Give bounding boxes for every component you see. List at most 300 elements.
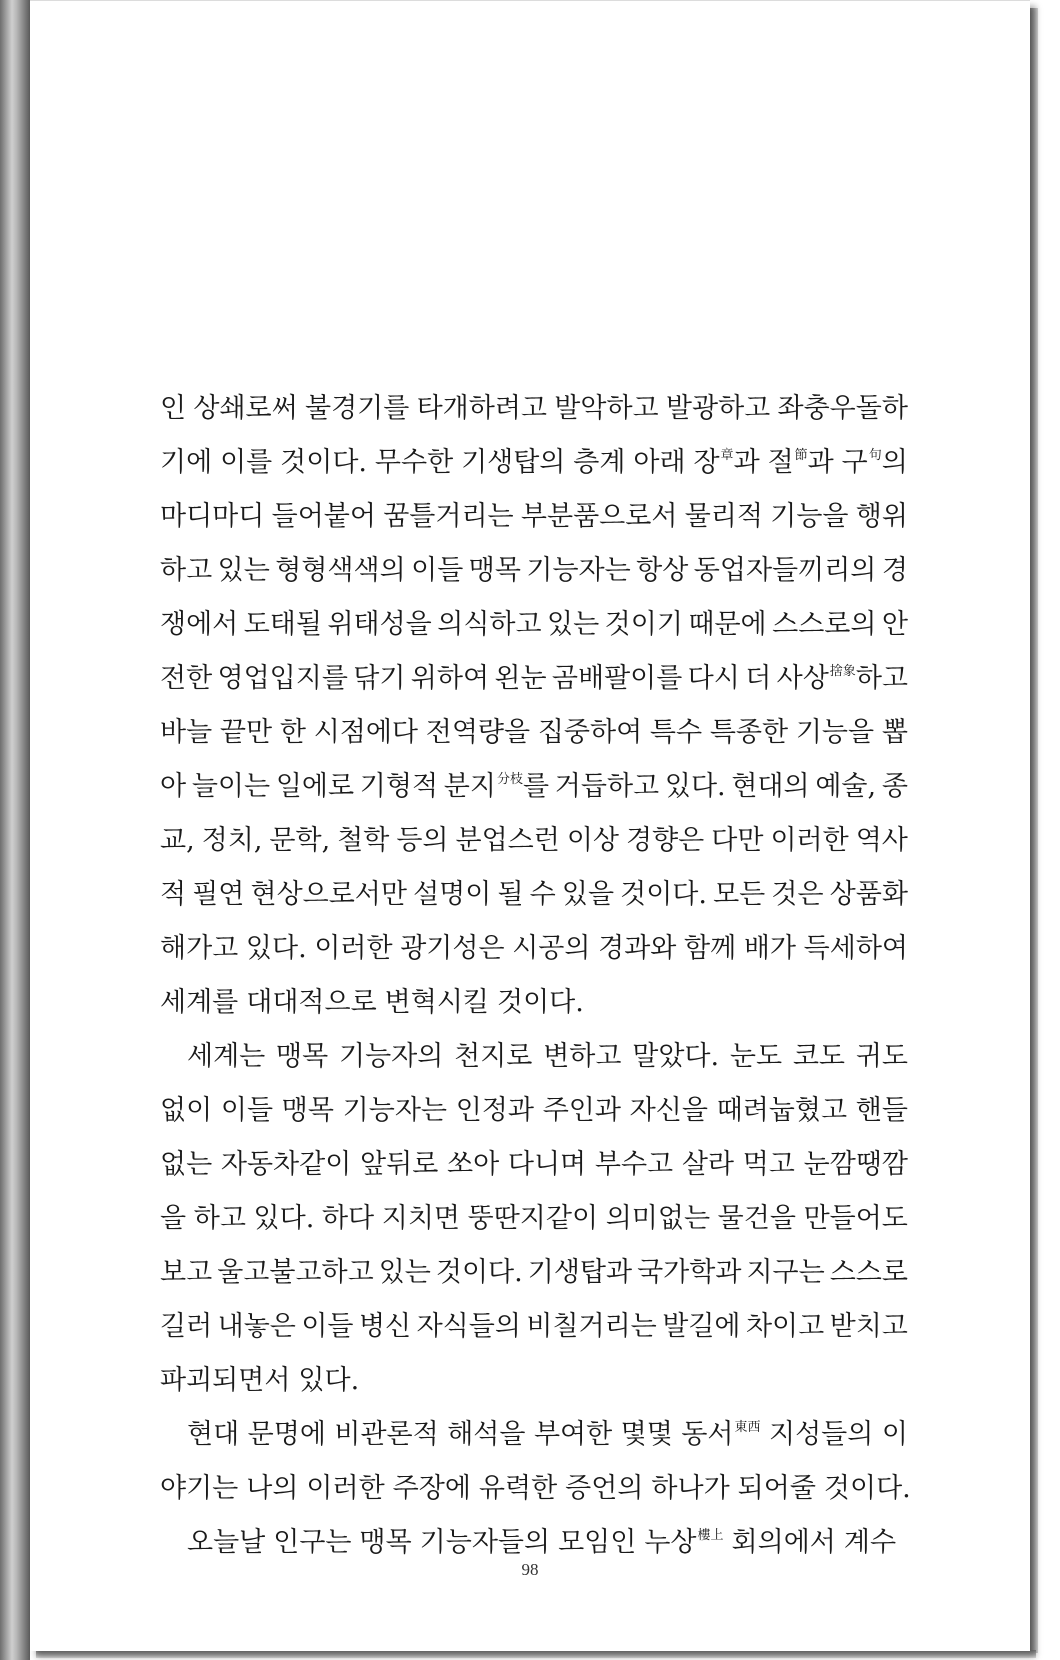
word-text: 이러한 xyxy=(306,1473,385,1504)
word-text: 이들 xyxy=(411,555,464,586)
word xyxy=(276,760,354,814)
word-text: 뽑 xyxy=(881,717,908,748)
word-text: 있을 xyxy=(561,879,615,910)
word xyxy=(343,1084,447,1138)
word xyxy=(469,544,521,598)
word xyxy=(220,706,272,760)
word-text: 비칠거리는 xyxy=(526,1311,657,1342)
word-text: 현상으로서만 xyxy=(250,879,407,910)
word-text: 교, xyxy=(160,825,195,856)
word-text: 이 xyxy=(881,1419,908,1450)
word-text: 안 xyxy=(881,609,908,640)
word xyxy=(521,490,678,544)
word-text: 부분품으로서 xyxy=(520,501,678,532)
word-text: 문명에 xyxy=(247,1419,326,1450)
hanja-gloss: 捨象 xyxy=(829,664,856,679)
word xyxy=(479,1462,557,1516)
word-text: 받치고 xyxy=(829,1311,908,1342)
word xyxy=(160,1192,186,1246)
word-text: 자동차같이 xyxy=(220,1149,352,1180)
word-text: 인 xyxy=(160,393,187,424)
word-text: 모임인 xyxy=(558,1527,637,1558)
word-text: 기능자의 xyxy=(339,1041,444,1072)
word-text: 시공의 xyxy=(512,933,591,964)
text-line xyxy=(160,382,908,436)
word-text: 야기는 xyxy=(160,1473,239,1504)
word-text: 물리적 xyxy=(684,501,763,532)
word-text: 형형색색의 xyxy=(275,555,406,586)
word xyxy=(543,1030,621,1084)
word-text: 기능자들의 xyxy=(419,1527,551,1558)
text-line xyxy=(160,1192,908,1246)
word-text: 맹목 xyxy=(468,555,521,586)
hanja-gloss: 章 xyxy=(720,448,734,463)
word-text: 변혁시킬 xyxy=(384,987,489,1018)
word xyxy=(830,1300,908,1354)
word xyxy=(856,1084,908,1138)
word-text: 세계를 xyxy=(160,987,239,1018)
word-text: 문학, xyxy=(269,825,331,856)
text-line xyxy=(160,922,908,976)
word xyxy=(882,706,908,760)
word xyxy=(815,760,876,814)
word xyxy=(305,382,409,436)
word-text: 끝만 xyxy=(219,717,273,748)
word xyxy=(632,1030,719,1084)
word xyxy=(411,544,463,598)
word-text: 마디마디 xyxy=(160,501,265,532)
page-right-shadow xyxy=(1030,8,1038,1653)
hanja-gloss: 分枝 xyxy=(496,772,523,787)
word xyxy=(359,1300,411,1354)
word-text: 적 xyxy=(160,879,187,910)
word-text: 한 xyxy=(279,717,306,748)
word xyxy=(882,598,908,652)
word xyxy=(192,868,244,922)
word-text: 발악하고 xyxy=(554,393,659,424)
word xyxy=(746,1300,824,1354)
word xyxy=(745,652,771,706)
word xyxy=(710,706,788,760)
word-text: 자신을 xyxy=(629,1095,708,1126)
word-text: 필연 xyxy=(192,879,245,910)
text-line xyxy=(160,1138,908,1192)
word xyxy=(385,976,489,1030)
word xyxy=(554,382,658,436)
word-text: 모든 xyxy=(713,879,766,910)
word xyxy=(688,598,766,652)
word xyxy=(360,760,438,814)
word-text: 지치면 xyxy=(381,1203,460,1234)
word xyxy=(693,436,759,490)
word xyxy=(400,922,504,976)
word-text: 있다. xyxy=(253,1203,315,1234)
word xyxy=(447,1138,499,1192)
word xyxy=(160,868,186,922)
word xyxy=(665,760,726,814)
word xyxy=(636,544,688,598)
word xyxy=(497,868,523,922)
word-text: 이러한 xyxy=(770,825,849,856)
word xyxy=(626,814,704,868)
word xyxy=(718,1192,796,1246)
word xyxy=(246,1462,298,1516)
word-text: 곰배팔이를 xyxy=(551,663,683,694)
text-line xyxy=(160,1030,908,1084)
word-text: 물건을 xyxy=(717,1203,796,1234)
word-text: 득세하여 xyxy=(803,933,908,964)
word-text: 것이기 xyxy=(604,609,683,640)
text-line xyxy=(160,1408,908,1462)
text-line xyxy=(160,436,908,490)
word-text: 살라 xyxy=(681,1149,734,1180)
word-text: 누상 xyxy=(644,1527,697,1558)
word-text: 설명이 xyxy=(413,879,492,910)
word xyxy=(743,1138,795,1192)
word xyxy=(272,490,376,544)
word-text: 인정과 xyxy=(455,1095,534,1126)
word-text: 것이다. xyxy=(280,447,367,478)
word-text: 길러 xyxy=(160,1311,213,1342)
word xyxy=(621,1408,673,1462)
word-text: 이러한 xyxy=(314,933,393,964)
word-text: 해가고 xyxy=(160,933,239,964)
word-text: 수 xyxy=(529,879,556,910)
word-suffix: 하고 xyxy=(855,663,908,694)
word-text: 지구는 xyxy=(746,1257,825,1288)
word-text: 발길에 xyxy=(662,1311,741,1342)
hanja-gloss: 東西 xyxy=(734,1420,761,1435)
word-text: 거듭하고 xyxy=(554,771,660,802)
word-text: 종 xyxy=(881,771,908,802)
word-text: 위하여 xyxy=(410,663,490,694)
text-line xyxy=(160,1462,911,1516)
word-text: 울고불고하고 xyxy=(217,1257,374,1288)
word-text: 나의 xyxy=(246,1473,299,1504)
word-text: 상쇄로써 xyxy=(193,393,298,424)
text-line xyxy=(160,1354,908,1408)
word xyxy=(194,1192,246,1246)
word xyxy=(685,490,763,544)
word-text: 만들어도 xyxy=(803,1203,908,1234)
word-text: 경향은 xyxy=(626,825,705,856)
text-line xyxy=(160,1084,908,1138)
word xyxy=(276,1030,328,1084)
word-text: 해석을 xyxy=(447,1419,526,1450)
word xyxy=(595,1138,673,1192)
body-text xyxy=(160,382,911,1570)
word xyxy=(651,1462,729,1516)
word-text: 것이다. xyxy=(620,879,707,910)
word xyxy=(598,922,676,976)
word xyxy=(396,814,448,868)
word xyxy=(160,598,238,652)
word-text: 동업자들끼리의 xyxy=(693,555,877,586)
word-text: 의미없는 xyxy=(605,1203,711,1234)
word-text: 역사 xyxy=(855,825,908,856)
word-text: 쟁에서 xyxy=(160,609,239,640)
word xyxy=(547,598,599,652)
word xyxy=(337,814,389,868)
word-text: 영업입지를 xyxy=(217,663,348,694)
text-line xyxy=(160,598,908,652)
word-text: 경 xyxy=(881,555,908,586)
word-text: 것이다. xyxy=(823,1473,911,1504)
word xyxy=(202,814,263,868)
word xyxy=(221,1138,351,1192)
word xyxy=(555,760,659,814)
word xyxy=(334,1408,438,1462)
word xyxy=(160,1354,290,1408)
word-text: 일에로 xyxy=(275,771,355,802)
word-text: 하다 xyxy=(321,1203,375,1234)
word-text: 분지 xyxy=(443,771,496,802)
word-text: 동서 xyxy=(681,1419,734,1450)
paragraph xyxy=(160,1408,911,1516)
word xyxy=(771,868,823,922)
text-line xyxy=(160,652,908,706)
word-text: 위태성을 xyxy=(327,609,432,640)
word xyxy=(681,1408,760,1462)
word xyxy=(842,436,908,490)
text-line xyxy=(160,760,908,814)
word xyxy=(562,868,614,922)
word xyxy=(793,1030,845,1084)
word-text: 전역량을 xyxy=(425,717,531,748)
word-text: 될 xyxy=(497,879,524,910)
word-text: 다니며 xyxy=(507,1149,587,1180)
word xyxy=(382,1192,460,1246)
word-text: 항상 xyxy=(636,555,689,586)
word-text: 핸들 xyxy=(855,1095,908,1126)
word-text: 내놓은 xyxy=(217,1311,296,1342)
word-text: 분업스런 xyxy=(455,825,560,856)
word-text: 집중하여 xyxy=(537,717,643,748)
word-suffix: 과 xyxy=(807,447,834,478)
word-text: 광기성은 xyxy=(400,933,505,964)
word xyxy=(218,652,348,706)
word xyxy=(744,922,796,976)
word-text: 스스로의 xyxy=(772,609,877,640)
word xyxy=(160,490,264,544)
word-text: 부여한 xyxy=(533,1419,613,1450)
word-text: 국가학과 xyxy=(637,1257,742,1288)
word xyxy=(218,544,270,598)
word xyxy=(731,760,809,814)
word xyxy=(314,922,392,976)
word xyxy=(633,436,685,490)
word xyxy=(804,922,908,976)
word-text: 부수고 xyxy=(594,1149,674,1180)
word-text: 변하고 xyxy=(543,1041,622,1072)
word xyxy=(160,1138,212,1192)
word-text: 것은 xyxy=(771,879,824,910)
word xyxy=(254,1192,315,1246)
word xyxy=(620,868,707,922)
word xyxy=(746,1246,824,1300)
word-text: 회의에서 xyxy=(731,1527,836,1558)
word-text: 오늘날 xyxy=(187,1527,266,1558)
word xyxy=(830,1246,908,1300)
word xyxy=(534,1408,612,1462)
word xyxy=(187,1030,265,1084)
word-text: 기생탑과 xyxy=(527,1257,633,1288)
word xyxy=(882,544,908,598)
word xyxy=(160,1084,212,1138)
word-text: 구 xyxy=(841,447,868,478)
word xyxy=(246,922,307,976)
word xyxy=(187,1408,239,1462)
word xyxy=(383,490,513,544)
word xyxy=(160,706,212,760)
word-text: 의식하고 xyxy=(437,609,542,640)
word-text: 들어붙어 xyxy=(271,501,376,532)
word-suffix: 과 xyxy=(733,447,760,478)
word xyxy=(454,1030,532,1084)
word xyxy=(717,1084,847,1138)
word-text: 절 xyxy=(767,447,794,478)
word-text: 유력한 xyxy=(478,1473,558,1504)
word xyxy=(218,1300,296,1354)
word-text: 눈깜땡깜 xyxy=(803,1149,908,1180)
word xyxy=(426,706,530,760)
hanja-gloss: 句 xyxy=(868,448,882,463)
word xyxy=(327,598,431,652)
paragraph xyxy=(160,382,908,1030)
word xyxy=(738,1462,816,1516)
word-text: 전한 xyxy=(160,663,213,694)
word xyxy=(497,976,584,1030)
word-text: 것이다. xyxy=(435,1257,523,1288)
word-text: 쏘아 xyxy=(447,1149,500,1180)
text-line xyxy=(160,1246,908,1300)
word-text: 맹목 xyxy=(359,1527,412,1558)
word xyxy=(605,598,683,652)
word-text: 이를 xyxy=(220,447,273,478)
word xyxy=(684,922,736,976)
word xyxy=(282,1084,334,1138)
word-text: 철학 xyxy=(337,825,390,856)
word-text: 아래 xyxy=(633,447,686,478)
text-line xyxy=(160,976,908,1030)
word-text: 주장에 xyxy=(392,1473,471,1504)
word-text: 타개하려고 xyxy=(416,393,548,424)
word-text: 보고 xyxy=(160,1257,213,1288)
hanja-gloss: 樓上 xyxy=(697,1528,724,1543)
word xyxy=(246,976,376,1030)
word xyxy=(768,436,834,490)
word-text: 도태될 xyxy=(243,609,322,640)
word xyxy=(650,706,702,760)
word-text: 불경기를 xyxy=(304,393,410,424)
word xyxy=(413,868,491,922)
paragraph xyxy=(160,1030,908,1408)
word-text: 말았다. xyxy=(632,1041,720,1072)
word xyxy=(193,382,297,436)
word-text: 지성들의 xyxy=(769,1419,874,1450)
word-text: 기능자는 xyxy=(342,1095,447,1126)
text-line xyxy=(160,706,908,760)
word-text: 되어줄 xyxy=(737,1473,816,1504)
word xyxy=(417,1300,521,1354)
word-text: 세계는 xyxy=(187,1041,266,1072)
word xyxy=(512,922,590,976)
word-text: 발광하고 xyxy=(665,393,771,424)
word xyxy=(444,760,549,814)
word xyxy=(494,652,546,706)
word xyxy=(682,1138,734,1192)
word xyxy=(280,436,367,490)
word-text: 특종한 xyxy=(709,717,789,748)
hanja-gloss: 節 xyxy=(794,448,808,463)
text-line xyxy=(160,868,908,922)
word-text: 차이고 xyxy=(745,1311,825,1342)
word-text: 코도 xyxy=(792,1041,846,1072)
word-text: 몇몇 xyxy=(620,1419,673,1450)
word-text: 을 xyxy=(160,1203,187,1234)
word xyxy=(160,436,212,490)
word-text: 맹목 xyxy=(281,1095,334,1126)
word xyxy=(856,490,908,544)
word-text: 다시 xyxy=(687,663,740,694)
word-suffix: 를 xyxy=(522,771,550,802)
word-text: 파괴되면서 xyxy=(160,1365,291,1396)
word-text: 하나가 xyxy=(651,1473,730,1504)
word-text: 있다. xyxy=(298,1365,360,1396)
word xyxy=(526,544,630,598)
word xyxy=(417,382,547,436)
word xyxy=(824,1462,911,1516)
word xyxy=(244,598,322,652)
word-text: 배가 xyxy=(743,933,797,964)
word xyxy=(160,976,238,1030)
word xyxy=(456,814,560,868)
word-text: 기에 xyxy=(160,447,213,478)
word-text: 층계 xyxy=(573,447,626,478)
word xyxy=(160,652,212,706)
word xyxy=(830,868,908,922)
word-text: 이들 xyxy=(301,1311,354,1342)
word-text: 행위 xyxy=(855,501,908,532)
word xyxy=(552,652,682,706)
word-text: 기능을 xyxy=(795,717,875,748)
word-text: 꿈틀거리는 xyxy=(383,501,514,532)
book-spine-edge xyxy=(0,0,30,1660)
word xyxy=(447,1408,525,1462)
word-text: 하고 xyxy=(193,1203,246,1234)
word xyxy=(688,652,740,706)
word-text: 예술, xyxy=(815,771,877,802)
word xyxy=(694,544,877,598)
word-text: 이들 xyxy=(220,1095,274,1126)
word-text: 왼눈 xyxy=(494,663,547,694)
word-text: 천지로 xyxy=(454,1041,533,1072)
word xyxy=(630,1084,708,1138)
word-text: 등의 xyxy=(396,825,449,856)
word-text: 더 xyxy=(745,663,772,694)
word-text: 함께 xyxy=(684,933,737,964)
word xyxy=(508,1138,586,1192)
word xyxy=(573,436,625,490)
word xyxy=(437,598,541,652)
word xyxy=(882,760,908,814)
word xyxy=(322,1192,374,1246)
word-text: 비관론적 xyxy=(334,1419,439,1450)
word xyxy=(353,652,405,706)
word-text: 앞뒤로 xyxy=(360,1149,439,1180)
word xyxy=(160,1300,212,1354)
word-text: 경과와 xyxy=(598,933,677,964)
